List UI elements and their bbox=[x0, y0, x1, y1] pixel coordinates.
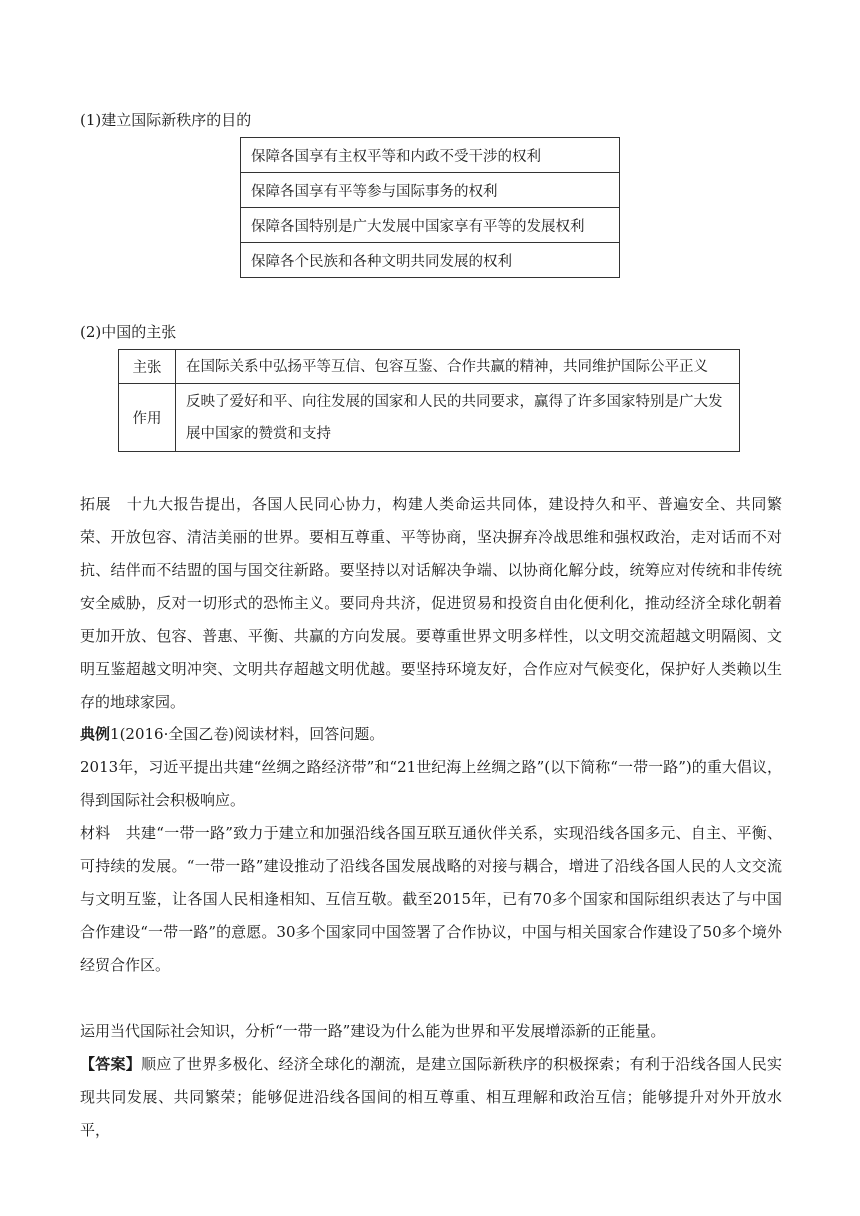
table-row bbox=[241, 173, 620, 208]
example-intro: 2013年，习近平提出共建“丝绸之路经济带”和“21世纪海上丝绸之路”(以下简称“一带一路”)的重大倡议，得到国际社会积极响应。 bbox=[80, 758, 782, 809]
table-cell: 保障各个民族和各种文明共同发展的权利 bbox=[241, 243, 620, 278]
answer-text: 顺应了世界多极化、经济全球化的潮流，是建立国际新秩序的积极探索；有利于沿线各国人民实现共同发展、共同繁荣；能够促进沿线各国间的相互尊重、相互理解和政治互信；能够提升对外开放水平， bbox=[80, 1055, 782, 1139]
example-source: (2016·全国乙卷)阅读材料，回答问题。 bbox=[119, 725, 385, 743]
table-row bbox=[119, 350, 740, 384]
table-row bbox=[241, 138, 620, 173]
example-question: 运用当代国际社会知识，分析“一带一路”建设为什么能为世界和平发展增添新的正能量。 bbox=[80, 1022, 666, 1040]
order-purpose-table bbox=[240, 137, 620, 278]
section1-heading: (1)建立国际新秩序的目的 bbox=[80, 111, 252, 129]
china-position-table bbox=[118, 349, 740, 452]
row-key: 作用 bbox=[119, 384, 176, 452]
example-material: 材料 共建“一带一路”致力于建立和加强沿线各国互联互通伙伴关系，实现沿线各国多元、自主、平衡、可持续的发展。“一带一路”建设推动了沿线各国发展战略的对接与耦合，增进了沿线各国人民的人文交流与文明互鉴，让各国人民相逢相知、互信互敬。截至2015年，已有70多个国家和国际组织表达了与中国合作建设“一带一路”的意愿。30多个国家同中国签署了合作协议，中国与相关国家合作建设了50多个境外经贸合作区。 bbox=[80, 824, 782, 974]
example-answer bbox=[80, 1048, 782, 1147]
row-value: 反映了爱好和平、向往发展的国家和人民的共同要求，赢得了许多国家特别是广大发展中国家的赞赏和支持 bbox=[176, 384, 740, 452]
example-number: 1 bbox=[110, 725, 120, 743]
table-cell: 保障各国享有平等参与国际事务的权利 bbox=[241, 173, 620, 208]
section2-heading: (2)中国的主张 bbox=[80, 323, 177, 341]
example-heading bbox=[80, 718, 782, 751]
row-value: 在国际关系中弘扬平等互信、包容互鉴、合作共赢的精神，共同维护国际公平正义 bbox=[176, 350, 740, 384]
row-key: 主张 bbox=[119, 350, 176, 384]
example-label: 典例 bbox=[80, 725, 111, 743]
extension-paragraph: 拓展 十九大报告提出，各国人民同心协力，构建人类命运共同体，建设持久和平、普遍安全、共同繁荣、开放包容、清洁美丽的世界。要相互尊重、平等协商，坚决摒弃冷战思维和强权政治，走对话而不对抗、结伴而不结盟的国与国交往新路。要坚持以对话解决争端、以协商化解分歧，统筹应对传统和非传统安全威胁，反对一切形式的恐怖主义。要同舟共济，促进贸易和投资自由化便利化，推动经济全球化朝着更加开放、包容、普惠、平衡、共赢的方向发展。要尊重世界文明多样性，以文明交流超越文明隔阂、文明互鉴超越文明冲突、文明共存超越文明优越。要坚持环境友好，合作应对气候变化，保护好人类赖以生存的地球家园。 bbox=[80, 495, 782, 711]
table-row bbox=[241, 208, 620, 243]
table-row bbox=[241, 243, 620, 278]
table-row bbox=[119, 384, 740, 452]
table-cell: 保障各国特别是广大发展中国家享有平等的发展权利 bbox=[241, 208, 620, 243]
answer-label: 【答案】 bbox=[80, 1055, 142, 1073]
table-cell: 保障各国享有主权平等和内政不受干涉的权利 bbox=[241, 138, 620, 173]
